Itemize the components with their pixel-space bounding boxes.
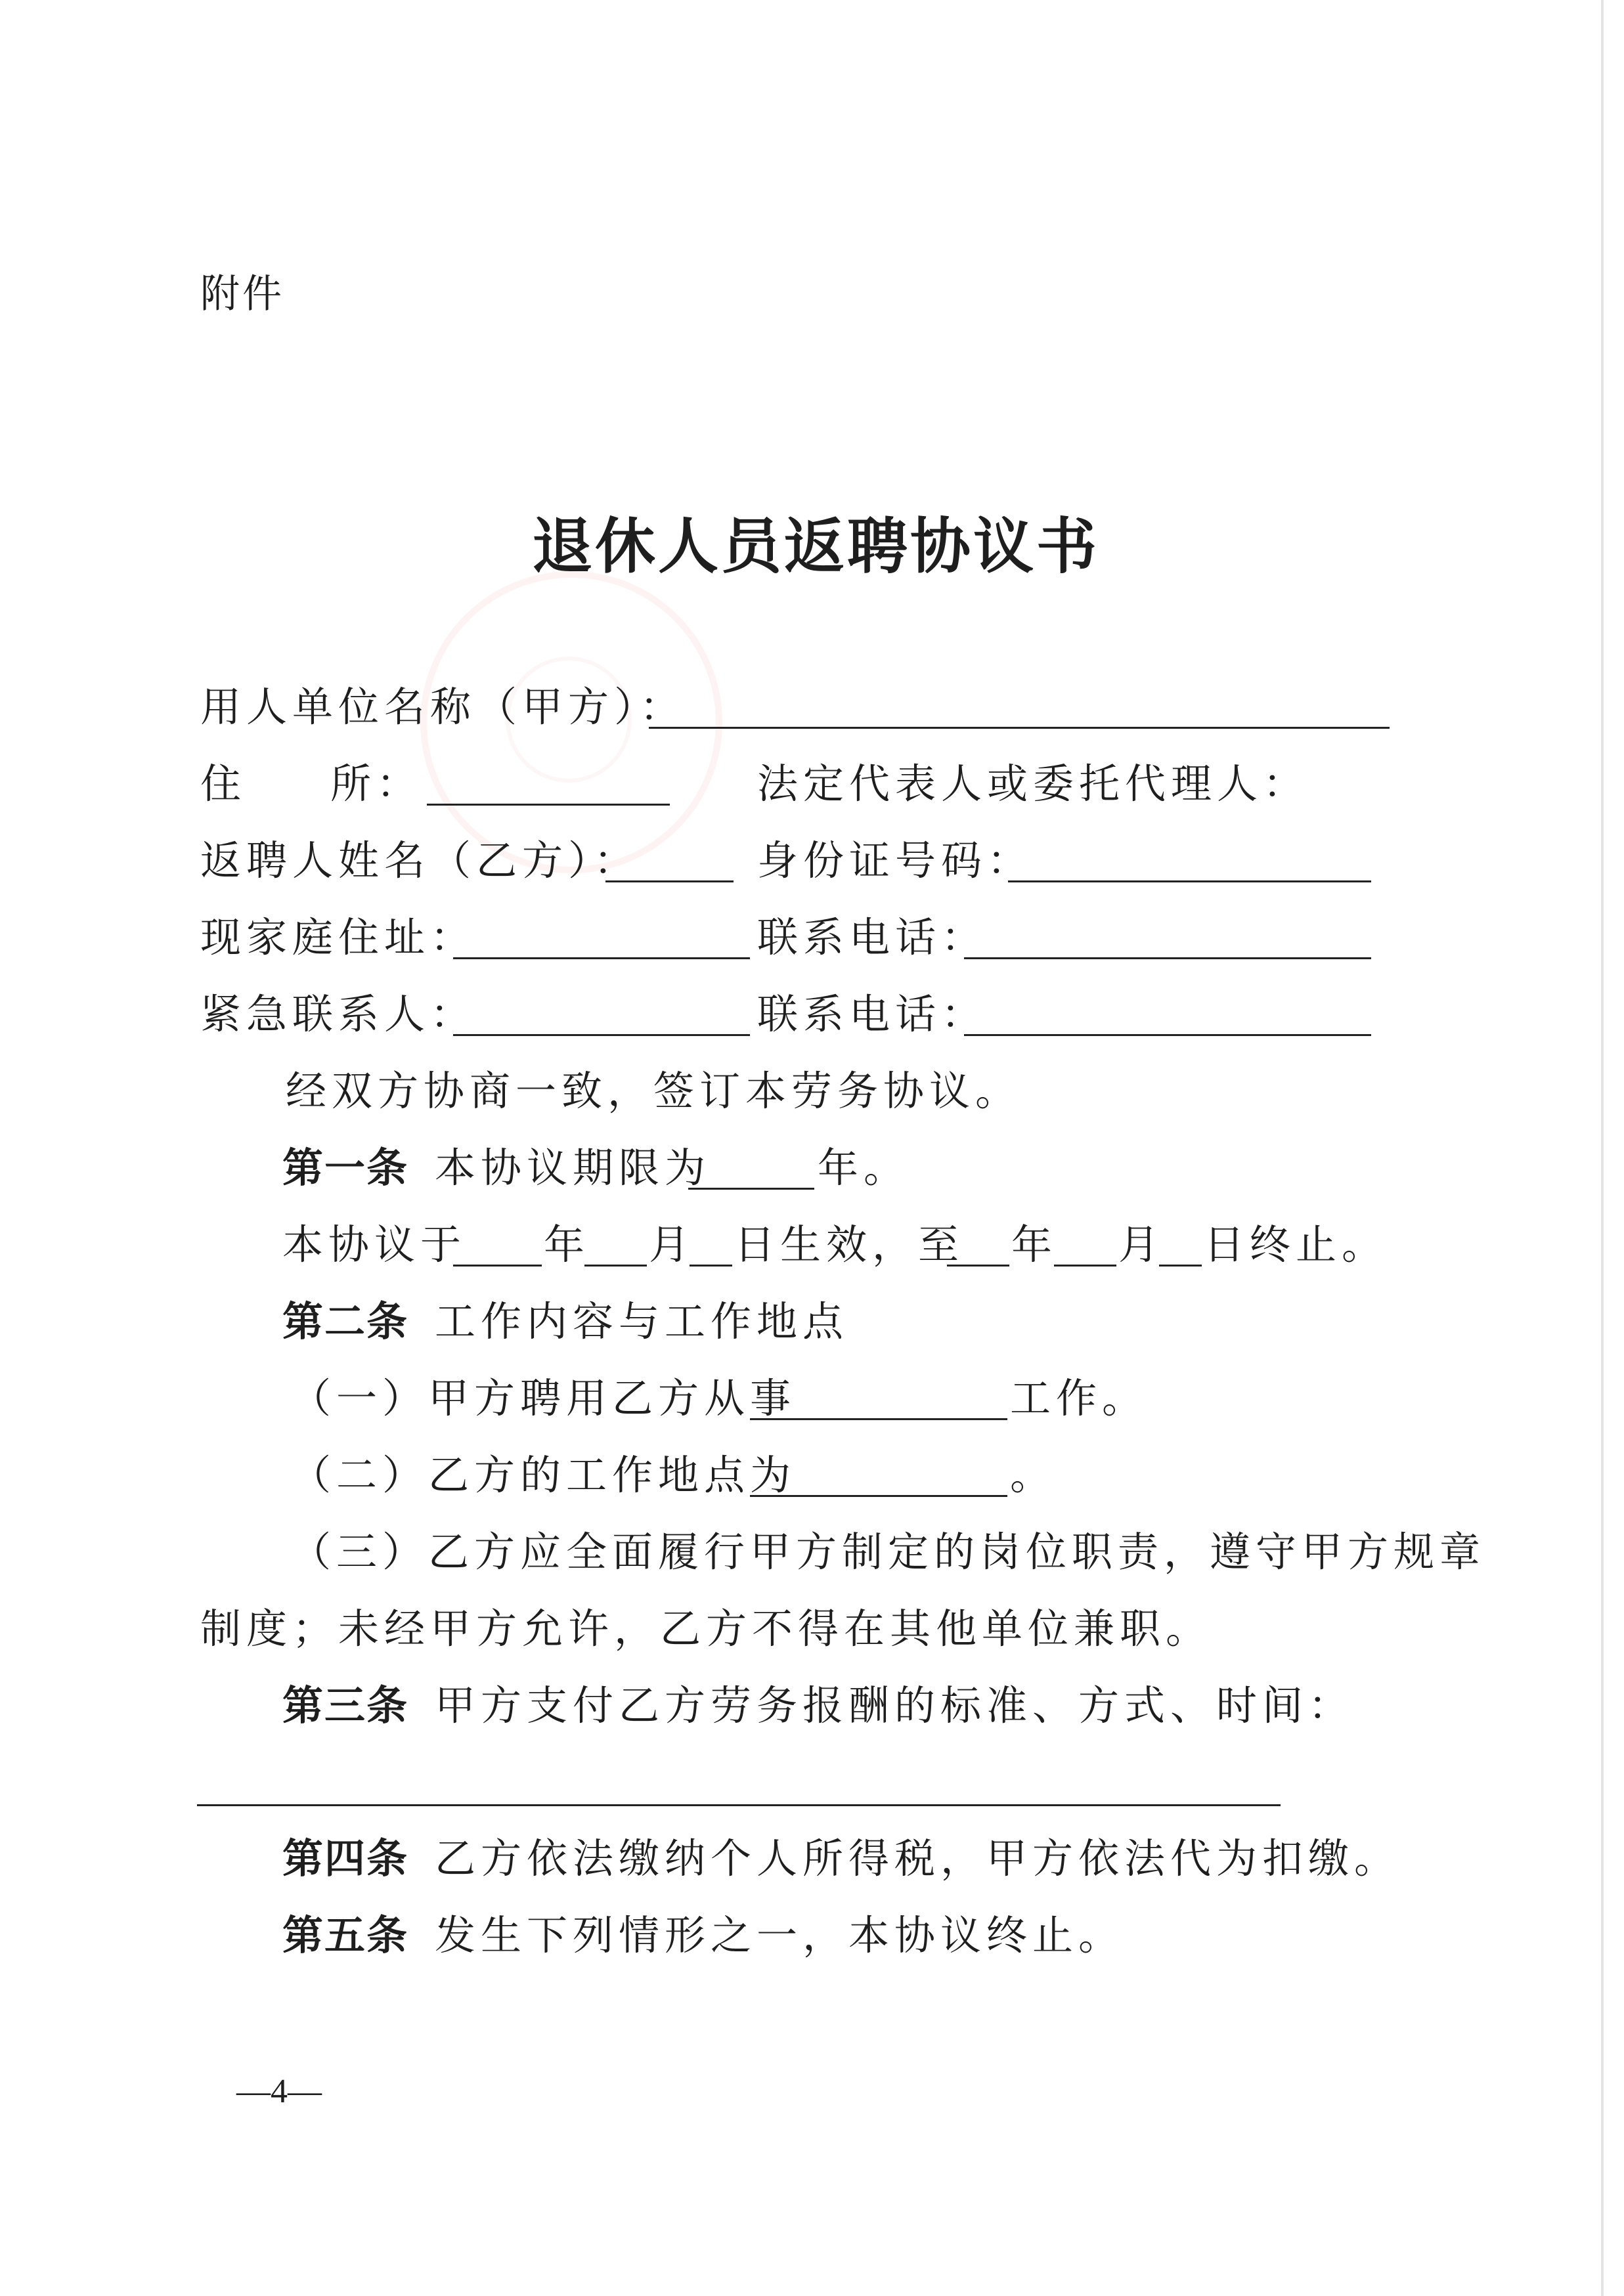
article-5-text: 发生下列情形之一，本协议终止。	[435, 1911, 1125, 1959]
term-years-blank	[688, 1188, 814, 1190]
document-title: 退休人员返聘协议书	[532, 511, 1100, 582]
article-4-heading: 第四条	[282, 1834, 409, 1882]
article-1-text-b: 年。	[818, 1144, 910, 1192]
remuneration-blank	[197, 1804, 1281, 1806]
job-duty-blank	[750, 1418, 1007, 1420]
effective-p5: 年	[1011, 1221, 1058, 1268]
effective-p6: 月	[1118, 1221, 1165, 1268]
start-month-blank	[584, 1265, 647, 1267]
article-2-item-1-a: （一）甲方聘用乙方从事	[290, 1374, 797, 1422]
end-month-blank	[1054, 1265, 1116, 1267]
article-2-item-3-line-1: （三）乙方应全面履行甲方制定的岗位职责，遵守甲方规章	[290, 1528, 1486, 1576]
intro-paragraph: 经双方协商一致，签订本劳务协议。	[286, 1067, 1022, 1115]
employer-name-blank	[649, 727, 1390, 729]
start-day-blank	[690, 1265, 732, 1267]
article-2-text: 工作内容与工作地点	[435, 1297, 849, 1345]
id-number-blank	[1008, 880, 1371, 882]
rehire-name-blank	[605, 880, 734, 882]
emergency-contact-label: 紧急联系人：	[200, 990, 477, 1038]
article-2-item-1-b: 工作。	[1010, 1374, 1149, 1422]
home-address-blank	[453, 957, 750, 959]
attachment-label: 附件	[200, 271, 284, 317]
legal-rep-label: 法定代表人或委托代理人：	[757, 760, 1309, 808]
phone-blank-2	[964, 1034, 1371, 1036]
effective-p2: 年	[544, 1221, 590, 1268]
article-1-text-a: 本协议期限为	[435, 1144, 711, 1192]
article-5-heading: 第五条	[282, 1911, 409, 1959]
id-number-label: 身份证号码：	[757, 836, 1034, 884]
employer-name-label: 用人单位名称（甲方）：	[200, 683, 686, 731]
article-3-heading: 第三条	[282, 1681, 409, 1729]
right-margin-line	[1601, 0, 1604, 2296]
phone-label-2: 联系电话：	[757, 990, 988, 1038]
phone-label-1: 联系电话：	[757, 913, 988, 961]
address-blank	[427, 804, 670, 806]
article-2-item-3-line-2: 制度；未经甲方允许，乙方不得在其他单位兼职。	[200, 1605, 1212, 1653]
rehire-name-label: 返聘人姓名（乙方）：	[200, 836, 640, 884]
page-number: —4—	[236, 2073, 322, 2110]
home-address-label: 现家庭住址：	[200, 913, 477, 961]
article-2-item-2-b: 。	[1010, 1451, 1057, 1499]
end-year-blank	[947, 1265, 1009, 1267]
address-label-2: 所：	[330, 760, 423, 808]
article-4-text: 乙方依法缴纳个人所得税，甲方依法代为扣缴。	[435, 1834, 1401, 1882]
work-location-blank	[750, 1495, 1007, 1497]
effective-p7: 日终止。	[1204, 1221, 1388, 1268]
start-year-blank	[453, 1265, 542, 1267]
end-day-blank	[1159, 1265, 1202, 1267]
article-1-heading: 第一条	[282, 1144, 409, 1192]
article-3-text: 甲方支付乙方劳务报酬的标准、方式、时间：	[435, 1681, 1355, 1729]
phone-blank-1	[964, 957, 1371, 959]
effective-p3: 月	[649, 1221, 695, 1268]
effective-p1: 本协议于	[282, 1221, 467, 1268]
effective-p4: 日生效，至	[734, 1221, 965, 1268]
article-2-item-2-a: （二）乙方的工作地点为	[290, 1451, 797, 1499]
address-label: 住	[200, 760, 247, 808]
article-2-heading: 第二条	[282, 1297, 409, 1345]
emergency-contact-blank	[453, 1034, 750, 1036]
